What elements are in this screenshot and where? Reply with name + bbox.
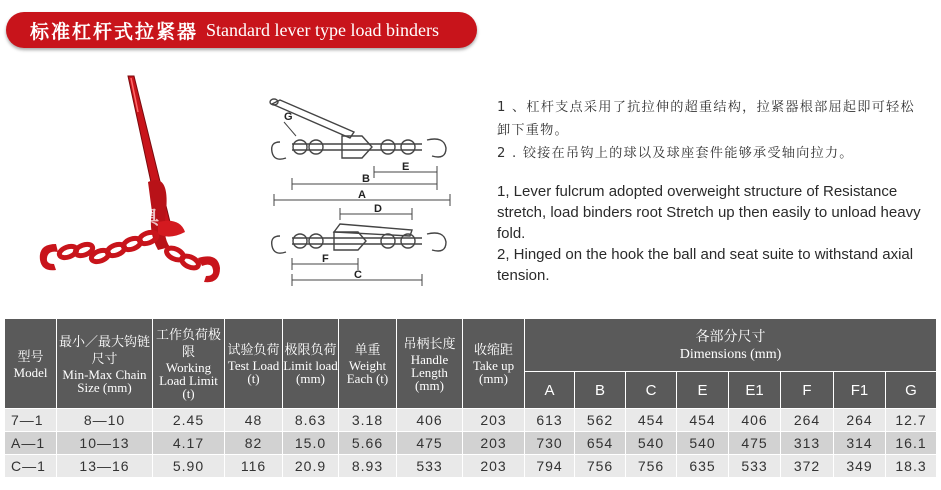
description-en-line: 1, Lever fulcrum adopted overweight structure of Resistance stretch, load binders root Stretch up then easily to unload heavy fold. (497, 183, 921, 242)
table-cell: 533 (397, 455, 463, 478)
header-dim-a: A (525, 372, 575, 409)
header-dim-g: G (886, 372, 937, 409)
header-dim-c: C (626, 372, 677, 409)
table-cell: 16.1 (886, 432, 937, 455)
table-cell: 264 (834, 409, 886, 432)
table-cell: 15.0 (283, 432, 339, 455)
table-cell: 562 (575, 409, 626, 432)
table-cell: 203 (463, 432, 525, 455)
dimension-drawing-svg (262, 92, 467, 302)
label-b: B (362, 173, 370, 185)
table-cell: 756 (575, 455, 626, 478)
product-photo (20, 72, 230, 294)
header-dim-e1: E1 (729, 372, 781, 409)
header-model: 型号 Model (5, 319, 57, 409)
description-cn-line: 1 、杠杆支点采用了抗拉伸的超重结构，拉紧器根部屈起即可轻松卸下重物。 (497, 100, 915, 138)
label-g: G (284, 111, 293, 123)
table-cell: 264 (781, 409, 834, 432)
table-cell: 10—13 (57, 432, 153, 455)
table-cell: 454 (677, 409, 729, 432)
table-cell: 2.45 (153, 409, 225, 432)
table-cell: 613 (525, 409, 575, 432)
label-f: F (322, 253, 329, 265)
label-c: C (354, 269, 362, 281)
header-chain-size: 最小／最大钩链尺寸 Min-Max Chain Size (mm) (57, 319, 153, 409)
table-cell: 20.9 (283, 455, 339, 478)
table-cell: 475 (729, 432, 781, 455)
table-cell: 13—16 (57, 455, 153, 478)
table-cell: 82 (225, 432, 283, 455)
label-d: D (374, 203, 382, 215)
spec-table-body (5, 409, 937, 478)
header-dim-b: B (575, 372, 626, 409)
table-cell: 756 (626, 455, 677, 478)
description-cn-line: 2 . 铰接在吊钩上的球以及球座套件能够承受轴向拉力。 (497, 146, 854, 161)
header-dim-f: F (781, 372, 834, 409)
table-cell: 654 (575, 432, 626, 455)
table-row (5, 455, 937, 478)
table-cell-model: A—1 (5, 432, 57, 455)
table-cell: 533 (729, 455, 781, 478)
table-cell-model: 7—1 (5, 409, 57, 432)
table-cell: 8.63 (283, 409, 339, 432)
header-dim-e: E (677, 372, 729, 409)
header-weight: 单重 Weight Each (t) (339, 319, 397, 409)
table-cell: 794 (525, 455, 575, 478)
table-cell: 5.90 (153, 455, 225, 478)
load-binder-illustration (20, 72, 230, 294)
table-cell: 48 (225, 409, 283, 432)
watermark: 奥杰索具 (84, 208, 160, 229)
table-cell: 406 (729, 409, 781, 432)
table-cell: 8—10 (57, 409, 153, 432)
table-cell: 406 (397, 409, 463, 432)
table-row (5, 409, 937, 432)
table-cell: 4.17 (153, 432, 225, 455)
table-cell: 313 (781, 432, 834, 455)
label-a: A (358, 189, 366, 201)
table-cell: 5.66 (339, 432, 397, 455)
table-row (5, 432, 937, 455)
header-test-load: 试验负荷 Test Load (t) (225, 319, 283, 409)
table-cell: 454 (626, 409, 677, 432)
description-chinese (497, 96, 927, 165)
header-limit-load: 极限负荷 Limit load (mm) (283, 319, 339, 409)
table-cell: 203 (463, 455, 525, 478)
label-e: E (402, 161, 410, 173)
header-dim-f1: F1 (834, 372, 886, 409)
table-cell: 116 (225, 455, 283, 478)
header-working-load: 工作负荷极限 Working Load Limit (t) (153, 319, 225, 409)
table-cell-model: C—1 (5, 455, 57, 478)
table-cell: 635 (677, 455, 729, 478)
description-english (497, 181, 935, 286)
spec-table (4, 318, 937, 478)
dimension-drawing (262, 92, 467, 302)
table-cell: 8.93 (339, 455, 397, 478)
table-cell: 349 (834, 455, 886, 478)
title-chinese: 标准杠杆式拉紧器 (30, 20, 199, 43)
table-cell: 314 (834, 432, 886, 455)
header-dimensions: 各部分尺寸 Dimensions (mm) (525, 319, 937, 372)
title-english: Standard lever type load binders (206, 19, 439, 40)
table-cell: 203 (463, 409, 525, 432)
table-cell: 372 (781, 455, 834, 478)
header-handle-length: 吊柄长度 Handle Length (mm) (397, 319, 463, 409)
table-cell: 540 (677, 432, 729, 455)
table-cell: 12.7 (886, 409, 937, 432)
header-take-up: 收缩距 Take up (mm) (463, 319, 525, 409)
title-banner (6, 12, 477, 48)
description-en-line: 2, Hinged on the hook the ball and seat suite to withstand axial tension. (497, 246, 914, 284)
table-cell: 475 (397, 432, 463, 455)
table-cell: 3.18 (339, 409, 397, 432)
table-cell: 730 (525, 432, 575, 455)
table-cell: 540 (626, 432, 677, 455)
table-cell: 18.3 (886, 455, 937, 478)
